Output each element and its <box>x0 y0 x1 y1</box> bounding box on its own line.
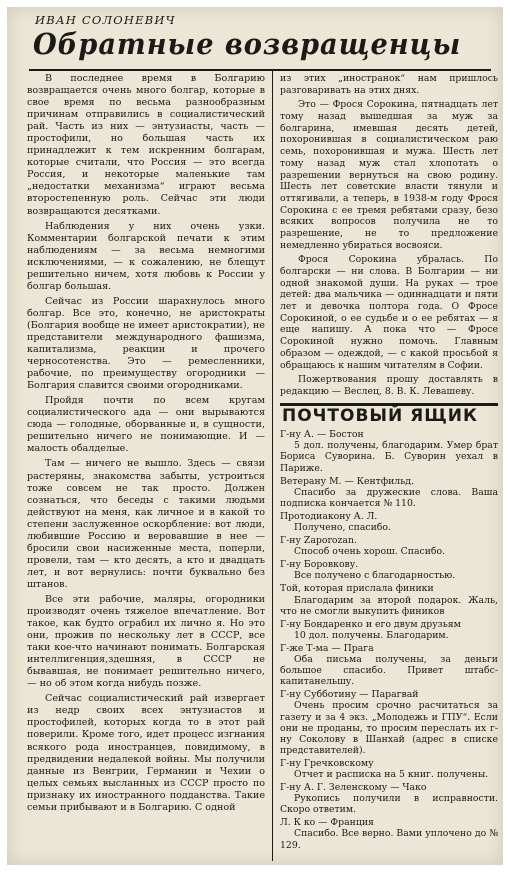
entry-addressee: Ветерану М. — Кентфильд. <box>280 475 414 487</box>
entry-addressee: Г-ну Боровкову. <box>280 559 359 571</box>
paragraph: Сейчас социалистический рай извергает из недр своих всех энтузиастов и простофилей, которых когда то в этот рай поверили. Кроме того, идет процесс изгнания всякого рода иностранцев, повидимому, в предвидении недалекой войны. Мы получили данные из Венгрии, Германии и Чехии о целых семьях высланных из СССР просто по признаку их иностранного подданства. Такие семьи прибывают и в Болгарию. С одной <box>27 693 265 813</box>
paragraph: Наблюдения у них очень узки. Комментарии болгарской печати к этим наблюдениям — за весьма немногими исключениями, — к сожалению, не блещут решительно ничем, хотя любовь к России у болгар большая. <box>27 220 265 292</box>
entry-note: Все получено с благодарностью. <box>294 570 456 582</box>
paragraph: Там — ничего не вышло. Здесь — связи растеряны, знакомства забыты, устроиться тоже совсем не так просто. Должен сознаться, что беседы с такими людьми действуют на меня, как личное и в какой то степени заслуженное оскорбление: вот люди, любившие Россию и веровавшие в нее — бросили свои насиженные места, поперли, провели, там — кто десять, а кто и двадцать лет, и вот вернулись: почти буквально без штанов. <box>27 458 265 590</box>
newspaper-page <box>7 7 503 865</box>
paragraph: Пройдя почти по всем кругам социалистического ада — они вырываются сюда — голодные, оборванные и, в сущности, решительно ничего не понимающие. И — малость обалделые. <box>27 395 265 455</box>
mailbox-entry <box>280 643 498 687</box>
mailbox-entry <box>280 782 498 815</box>
paragraph: Все эти рабочие, маляры, огородники производят очень тяжелое впечатление. Вот такое, как будто ограбил их лично я. Но это они, прожив по нескольку лет в СССР, все таки кое-что начинают понимать. Болгарская интеллигенция,здешняя, в СССР не бывавшая, не понимает решительно ничего, — но об этом когда нибудь позже. <box>27 593 265 690</box>
entry-note: Способ очень хорош. Спасибо. <box>294 546 446 558</box>
paragraph: Сейчас из России шарахнулось много болгар. Все это, конечно, не аристократы (Болгария вообще не имеет аристократии), не представители международного фашизма, капитализма, реакции и прочего черносотенства. Это — ремесленники, рабочие, по преимуществу огородники — Болгария славится своими огородниками. <box>27 295 265 392</box>
mailbox-entry <box>280 559 498 581</box>
entry-note: 5 дол. получены, благодарим. Умер брат Бориса Суворина. Б. Суворин уехал в Париже. <box>280 440 498 474</box>
paragraph: Пожертвования прошу доставлять в редакцию — Веслец, 8. В. К. Левашеву. <box>280 374 498 397</box>
mailbox-entry <box>280 758 498 780</box>
mailbox-entry <box>280 429 498 473</box>
mailbox-heading: ПОЧТОВЫЙ ЯЩИК <box>282 405 478 426</box>
title-rule <box>29 69 491 71</box>
mailbox-entry <box>280 535 498 557</box>
entry-addressee: Г-ну Бондаренко и его двум друзьям <box>280 618 461 630</box>
article-left-column <box>27 73 265 817</box>
entry-note: Отчет и расписка на 5 книг. получены. <box>294 768 489 780</box>
entry-addressee: Г-ну Субботину — Парагвай <box>280 689 419 701</box>
entry-note: Рукопись получили в исправности. Скоро ответим. <box>280 793 498 816</box>
entry-addressee: Г-ну Гречковскому <box>280 757 374 769</box>
entry-addressee: Той, которая прислала финики <box>280 583 434 595</box>
entry-note: Очень просим срочно расчитаться за газету и за 4 экз. „Молодежь и ГПУ“. Если они не проданы, то просим переслать их г-ну Соколову в Шанхай (адрес в списке представителей). <box>280 700 498 756</box>
column-divider <box>272 71 273 861</box>
entry-addressee: Л. К ко — Франция <box>280 817 374 829</box>
article-author: ИВАН СОЛОНЕВИЧ <box>35 13 176 27</box>
mailbox-entry <box>280 511 498 533</box>
paragraph: из этих „иностранок“ нам пришлось разговаривать на этих днях. <box>280 73 498 96</box>
paragraph: В последнее время в Болгарию возвращается очень много болгар, которые в свое время по весьма разнообразным причинам отправились в социалистический рай. Часть из них — энтузиасты, часть — простофили, но большая часть их принадлежит к тем искренним болгарам, которые считали, что Россия — это всегда Россия, и некоторые маленькие там „недостатки механизма“ играют весьма второстепенную роль. Сейчас эти люди возвращаются десятками. <box>27 73 265 217</box>
mailbox-entry <box>280 817 498 850</box>
paragraph: Это — Фрося Сорокина, пятнадцать лет тому назад вышедшая за муж за болгарина, имевшая десять детей, похоронившая в социалистическом раю семь, похоронившая и мужа. Шесть лет тому назад муж стал хлопотать о разрешении вернуться на свою родину. Шесть лет советские власти тянули и оттягивали, а теперь, в 1938-м году Фрося Сорокина с ее тремя ребятами сразу, безо всяких вопросов получила не то разрешение, не то предложение немедленно убираться восвояси. <box>280 99 498 251</box>
entry-note: Спасибо за дружеские слова. Ваша подписка кончается № 110. <box>280 486 498 509</box>
entry-note: Оба письма получены, за деньги большое спасибо. Привет штабс-капитанельшу. <box>280 654 498 688</box>
entry-note: Спасибо. Все верно. Вами уплочено до № 129. <box>280 828 498 851</box>
mailbox-entry <box>280 583 498 616</box>
mailbox-list <box>280 429 498 850</box>
entry-addressee: Г-ну А. — Бостон <box>280 429 364 441</box>
paragraph: Фрося Сорокина убралась. По болгарски — ни слова. В Болгарии — ни одной знакомой души. На руках — трое детей: два мальчика — одиннадцати и пяти лет и девочка полтора года. О Фросе Сорокиной, о ее судьбе и о ее ребятах — я еще напишу. А пока что — Фросе Сорокиной нужно помочь. Главным образом — одеждой, — с какой просьбой я обращаюсь к нашим читателям в Софии. <box>280 254 498 371</box>
entry-addressee: Г-же Т-ма — Прага <box>280 642 374 654</box>
entry-addressee: Г-ну А. Г. Зеленскому — Чако <box>280 782 427 794</box>
mailbox-entry <box>280 619 498 641</box>
entry-addressee: Г-ну Zaporozan. <box>280 535 357 547</box>
mailbox-entry <box>280 476 498 509</box>
entry-note: Получено, спасибо. <box>294 522 391 533</box>
entry-note: 10 дол. получены. Благодарим. <box>294 629 449 641</box>
article-title: Обратные возвращенцы <box>33 27 462 61</box>
entry-note: Благодарим за второй подарок. Жаль, что не смогли выкупить фиников <box>280 594 498 617</box>
mailbox-entry <box>280 689 498 756</box>
entry-addressee: Протодиаконy А. Л. <box>280 510 378 522</box>
article-right-column <box>280 73 498 853</box>
